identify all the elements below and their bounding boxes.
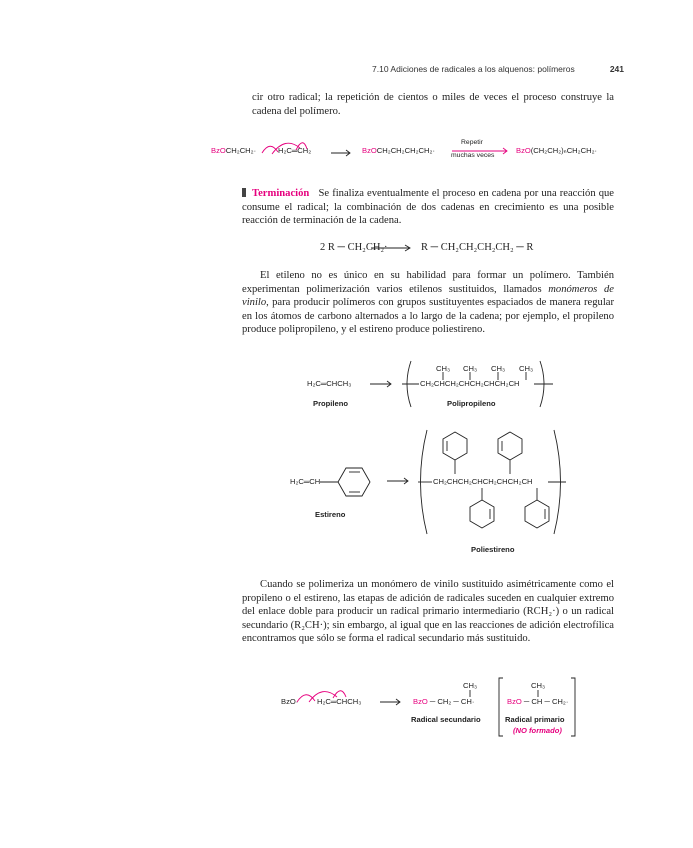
termination-equation-right: R ─ CH₂CH₂CH₂CH₂ ─ R	[421, 242, 534, 253]
propagation-radical: BzOCH₂CH₂·	[211, 146, 257, 155]
secondary-radical: BzO ─ CH₂ ─ CH·	[413, 697, 475, 706]
primary-methyl: CH₃	[531, 681, 546, 690]
benzene-ring-icon	[470, 488, 494, 528]
curved-arrow-icon	[272, 143, 300, 154]
propagation-polymer: BzO(CH₂CH₂)ₙCH₂CH₂·	[516, 146, 598, 155]
polypropylene-methyl-2: CH₃	[463, 364, 478, 373]
primary-note: (NO formado)	[513, 726, 562, 735]
benzene-ring-icon	[525, 488, 549, 528]
intro-paragraph: cir otro radical; la repetición de cientos o miles de veces el proceso construye la cadena del polímero.	[252, 92, 614, 117]
final-monomer: H₂C═CHCH₃	[317, 697, 362, 706]
final-arrow	[380, 699, 400, 705]
styrene-label: Estireno	[315, 510, 346, 519]
benzene-ring-icon	[320, 468, 370, 496]
secondary-label: Radical secundario	[411, 715, 481, 724]
curved-arrow-icon	[309, 692, 337, 702]
termination-equation-left: 2 R ─ CH₂CH₂·	[320, 242, 388, 253]
curved-arrow-icon	[333, 691, 346, 698]
styrene-monomer: H₂C═CH	[290, 477, 321, 486]
polypropylene-chain: CH₂CHCH₂CHCH₂CHCH₂CH	[420, 379, 520, 388]
propagation-product: BzOCH₂CH₂CH₂CH₂·	[362, 146, 435, 155]
header-section: 7.10 Adiciones de radicales a los alquenos: polímeros	[372, 64, 575, 74]
polystyrene-label: Poliestireno	[471, 545, 515, 554]
not-formed-bracket	[499, 678, 575, 736]
styrene-arrow	[387, 478, 408, 484]
page-number: 241	[609, 64, 624, 74]
termination-text: Se finaliza eventualmente el proceso en cadena por una reacción que consume el radical; la combinación de dos cadenas en crecimiento es una posible reacción de terminación de la cadena.	[242, 188, 614, 227]
propylene-arrow	[370, 381, 391, 387]
polystyrene-chain: CH₂CHCH₂CHCH₂CHCH₂CH	[433, 477, 533, 486]
propylene-monomer: H₂C═CHCH₃	[307, 379, 352, 388]
propagation-radical-rest: CH₂CH₂·	[225, 146, 257, 155]
benzene-ring-icon	[443, 432, 467, 474]
polypropylene-methyl-3: CH₃	[491, 364, 506, 373]
benzene-ring-icon	[498, 432, 522, 474]
repeat-arrow	[452, 148, 507, 154]
asymmetric-paragraph: Cuando se polimeriza un monómero de vinilo sustituido asimétricamente como el propileno o el estireno, las etapas de adición de radicales suceden en cualquier extremo del enlace doble para producir un radical primario intermediario (RCH₂·) o un radical secundario (R₂CH·); sin embargo, al igual que en las reacciones de adición electrofílica encontramos que sólo se forma el radical secundario más sustituido.	[242, 579, 614, 645]
polypropylene-methyl-4: CH₃	[519, 364, 534, 373]
arrow-label-bottom: muchas veces	[451, 152, 495, 159]
vinyl-paragraph: El etileno no es único en su habilidad para formar un polímero. También experimentan polimerización varios etilenos sustituidos, llamados monómeros de vinilo, para producir polímeros con grupos sustituyentes espaciados de manera regular en los átomos de carbono alternados a lo largo de la cadena; por ejemplo, el propileno produce polipropileno, y el estireno produce poliestireno.	[242, 270, 614, 336]
curved-arrow-icon	[296, 143, 307, 150]
termination-arrow	[371, 245, 410, 251]
polypropylene-label: Polipropileno	[447, 399, 496, 408]
propagation-monomer: H₂C═CH₂	[278, 146, 312, 155]
final-radical: BzO·	[281, 697, 299, 706]
primary-radical: BzO ─ CH ─ CH₂·	[507, 697, 569, 706]
termination-heading: Terminación	[252, 188, 310, 199]
reaction-arrow	[331, 150, 350, 156]
arrow-label-top: Repetir	[461, 139, 483, 146]
secondary-methyl: CH₃	[463, 681, 478, 690]
primary-label: Radical primario	[505, 715, 565, 724]
vinyl-term: monómeros de vinilo	[242, 283, 614, 309]
propylene-label: Propileno	[313, 399, 349, 408]
polypropylene-methyl-1: CH₃	[436, 364, 451, 373]
